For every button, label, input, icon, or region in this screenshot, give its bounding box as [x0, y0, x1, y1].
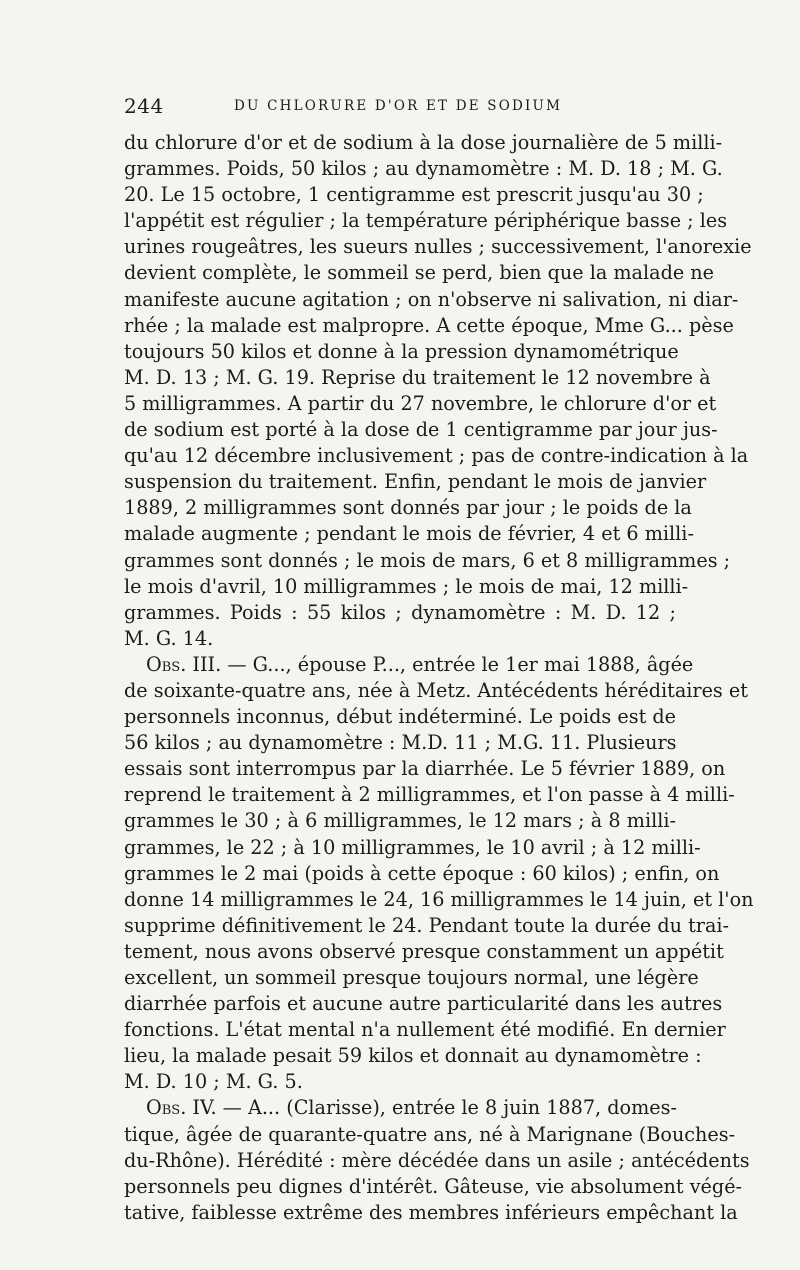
- text-line: [124, 756, 726, 782]
- line-text: toujours 50 kilos et donne à la pression dynamométrique: [124, 339, 679, 363]
- text-line: [124, 469, 707, 495]
- text-line: [124, 626, 676, 652]
- line-text: M. D. 13 ; M. G. 19. Reprise du traitement le 12 novembre à: [124, 365, 711, 389]
- text-line: [124, 1095, 676, 1121]
- text-line: [124, 1174, 743, 1200]
- line-text: grammes. Poids, 50 kilos ; au dynamomètre : M. D. 18 ; M. G.: [124, 157, 723, 181]
- text-line: [124, 808, 676, 834]
- line-text: de soixante-quatre ans, née à Metz. Antécédents héréditaires et: [124, 678, 748, 702]
- line-text: tement, nous avons observé presque constamment un appétit: [124, 939, 724, 963]
- text-line: [124, 782, 735, 808]
- text-line: [124, 1122, 736, 1148]
- line-text: grammes sont donnés ; le mois de mars, 6 et 8 milligrammes ;: [124, 548, 731, 572]
- line-text: tique, âgée de quarante-quatre ans, né à Marignane (Bouches-: [124, 1122, 736, 1146]
- line-text: devient complète, le sommeil se perd, bien que la malade ne: [124, 261, 715, 285]
- line-text: du chlorure d'or et de sodium à la dose journalière de 5 milli-: [124, 131, 723, 154]
- page-header: [124, 94, 684, 124]
- line-text: suspension du traitement. Enfin, pendant le mois de janvier: [124, 470, 707, 494]
- text-line: [124, 678, 748, 704]
- line-text: essais sont interrompus par la diarrhée. Le 5 février 1889, on: [124, 757, 726, 781]
- line-text: urines rougeâtres, les sueurs nulles ; successivement, l'anorexie: [124, 235, 752, 259]
- line-text: manifeste aucune agitation ; on n'observe ni salivation, ni diar-: [124, 287, 739, 311]
- line-text: 1889, 2 milligrammes sont donnés par jour ; le poids de la: [124, 496, 692, 520]
- line-text: fonctions. L'état mental n'a nullement été modifié. En dernier: [124, 1018, 726, 1042]
- line-text: — G..., épouse P..., entrée le 1er mai 1888, âgée: [221, 652, 694, 676]
- text-line: [124, 913, 730, 939]
- line-text: tative, faiblesse extrême des membres inférieurs empêchant la: [124, 1200, 738, 1224]
- line-text: malade augmente ; pendant le mois de février, 4 et 6 milli-: [124, 522, 694, 546]
- text-line: [124, 417, 718, 443]
- text-line: [124, 391, 717, 417]
- text-line: [124, 234, 752, 260]
- line-text: diarrhée parfois et aucune autre particularité dans les autres: [124, 992, 723, 1016]
- text-line: [124, 182, 704, 208]
- line-text: supprime définitivement le 24. Pendant toute la durée du trai-: [124, 913, 730, 937]
- text-line: [124, 652, 694, 678]
- line-text: 5 milligrammes. A partir du 27 novembre, le chlorure d'or et: [124, 391, 717, 415]
- text-line: [124, 287, 739, 313]
- text-line: [124, 208, 728, 234]
- observation-label: Obs. IV.: [146, 1096, 217, 1120]
- text-line: [124, 939, 724, 965]
- line-text: rhée ; la malade est malpropre. A cette époque, Mme G... pèse: [124, 313, 734, 337]
- text-line: [124, 1148, 750, 1174]
- text-line: [124, 965, 699, 991]
- line-text: qu'au 12 décembre inclusivement ; pas de contre-indication à la: [124, 444, 749, 468]
- line-text: grammes le 30 ; à 6 milligrammes, le 12 mars ; à 8 milli-: [124, 809, 676, 833]
- line-text: donne 14 milligrammes le 24, 16 milligrammes le 14 juin, et l'on: [124, 887, 754, 911]
- text-line: [124, 1017, 726, 1043]
- line-text: l'appétit est régulier ; la température périphérique basse ; les: [124, 209, 728, 233]
- line-text: 56 kilos ; au dynamomètre : M.D. 11 ; M.G. 11. Plusieurs: [124, 731, 677, 755]
- line-text: personnels peu dignes d'intérêt. Gâteuse, vie absolument végé-: [124, 1174, 743, 1198]
- text-line: [124, 548, 731, 574]
- text-line: [124, 861, 720, 887]
- body-text: [124, 130, 754, 1226]
- line-text: excellent, un sommeil presque toujours normal, une légère: [124, 966, 699, 989]
- text-line: [124, 704, 676, 730]
- text-line: [124, 339, 679, 365]
- line-text: de sodium est porté à la dose de 1 centigramme par jour jus-: [124, 418, 718, 442]
- line-text: M. D. 10 ; M. G. 5.: [124, 1070, 303, 1094]
- line-text: grammes, le 22 ; à 10 milligrammes, le 10 avril ; à 12 milli-: [124, 835, 701, 859]
- line-text: M. G. 14.: [124, 626, 214, 650]
- text-line: [124, 521, 694, 547]
- text-line: [124, 991, 723, 1017]
- text-line: [124, 574, 689, 600]
- text-line: [124, 1043, 702, 1069]
- line-text: le mois d'avril, 10 milligrammes ; le mois de mai, 12 milli-: [124, 574, 689, 598]
- text-line: [124, 313, 734, 339]
- text-line: [124, 835, 701, 861]
- line-text: personnels inconnus, début indéterminé. Le poids est de: [124, 705, 677, 729]
- line-text: du-Rhône). Hérédité : mère décédée dans un asile ; antécédents: [124, 1148, 750, 1172]
- text-line: [124, 443, 749, 469]
- page-number: 244: [124, 94, 164, 118]
- text-line: [124, 1069, 676, 1095]
- line-text: 20. Le 15 octobre, 1 centigramme est prescrit jusqu'au 30 ;: [124, 183, 704, 207]
- text-line: [124, 495, 692, 521]
- text-line: [124, 156, 723, 182]
- running-title: DU CHLORURE D'OR ET DE SODIUM: [234, 98, 563, 114]
- observation-label: Obs. III.: [146, 652, 222, 676]
- text-line: [124, 600, 676, 626]
- text-line: [124, 260, 715, 286]
- text-line: [124, 130, 723, 156]
- text-line: [124, 1200, 738, 1226]
- line-text: reprend le traitement à 2 milligrammes, et l'on passe à 4 milli-: [124, 783, 735, 807]
- line-text: — A... (Clarisse), entrée le 8 juin 1887, domes-: [216, 1096, 677, 1120]
- text-line: [124, 887, 754, 913]
- text-line: [124, 365, 711, 391]
- line-text: grammes. Poids : 55 kilos ; dynamomètre : M. D. 12 ;: [124, 600, 676, 624]
- line-text: lieu, la malade pesait 59 kilos et donnait au dynamomètre :: [124, 1044, 702, 1068]
- line-text: grammes le 2 mai (poids à cette époque : 60 kilos) ; enfin, on: [124, 861, 720, 885]
- text-line: [124, 730, 676, 756]
